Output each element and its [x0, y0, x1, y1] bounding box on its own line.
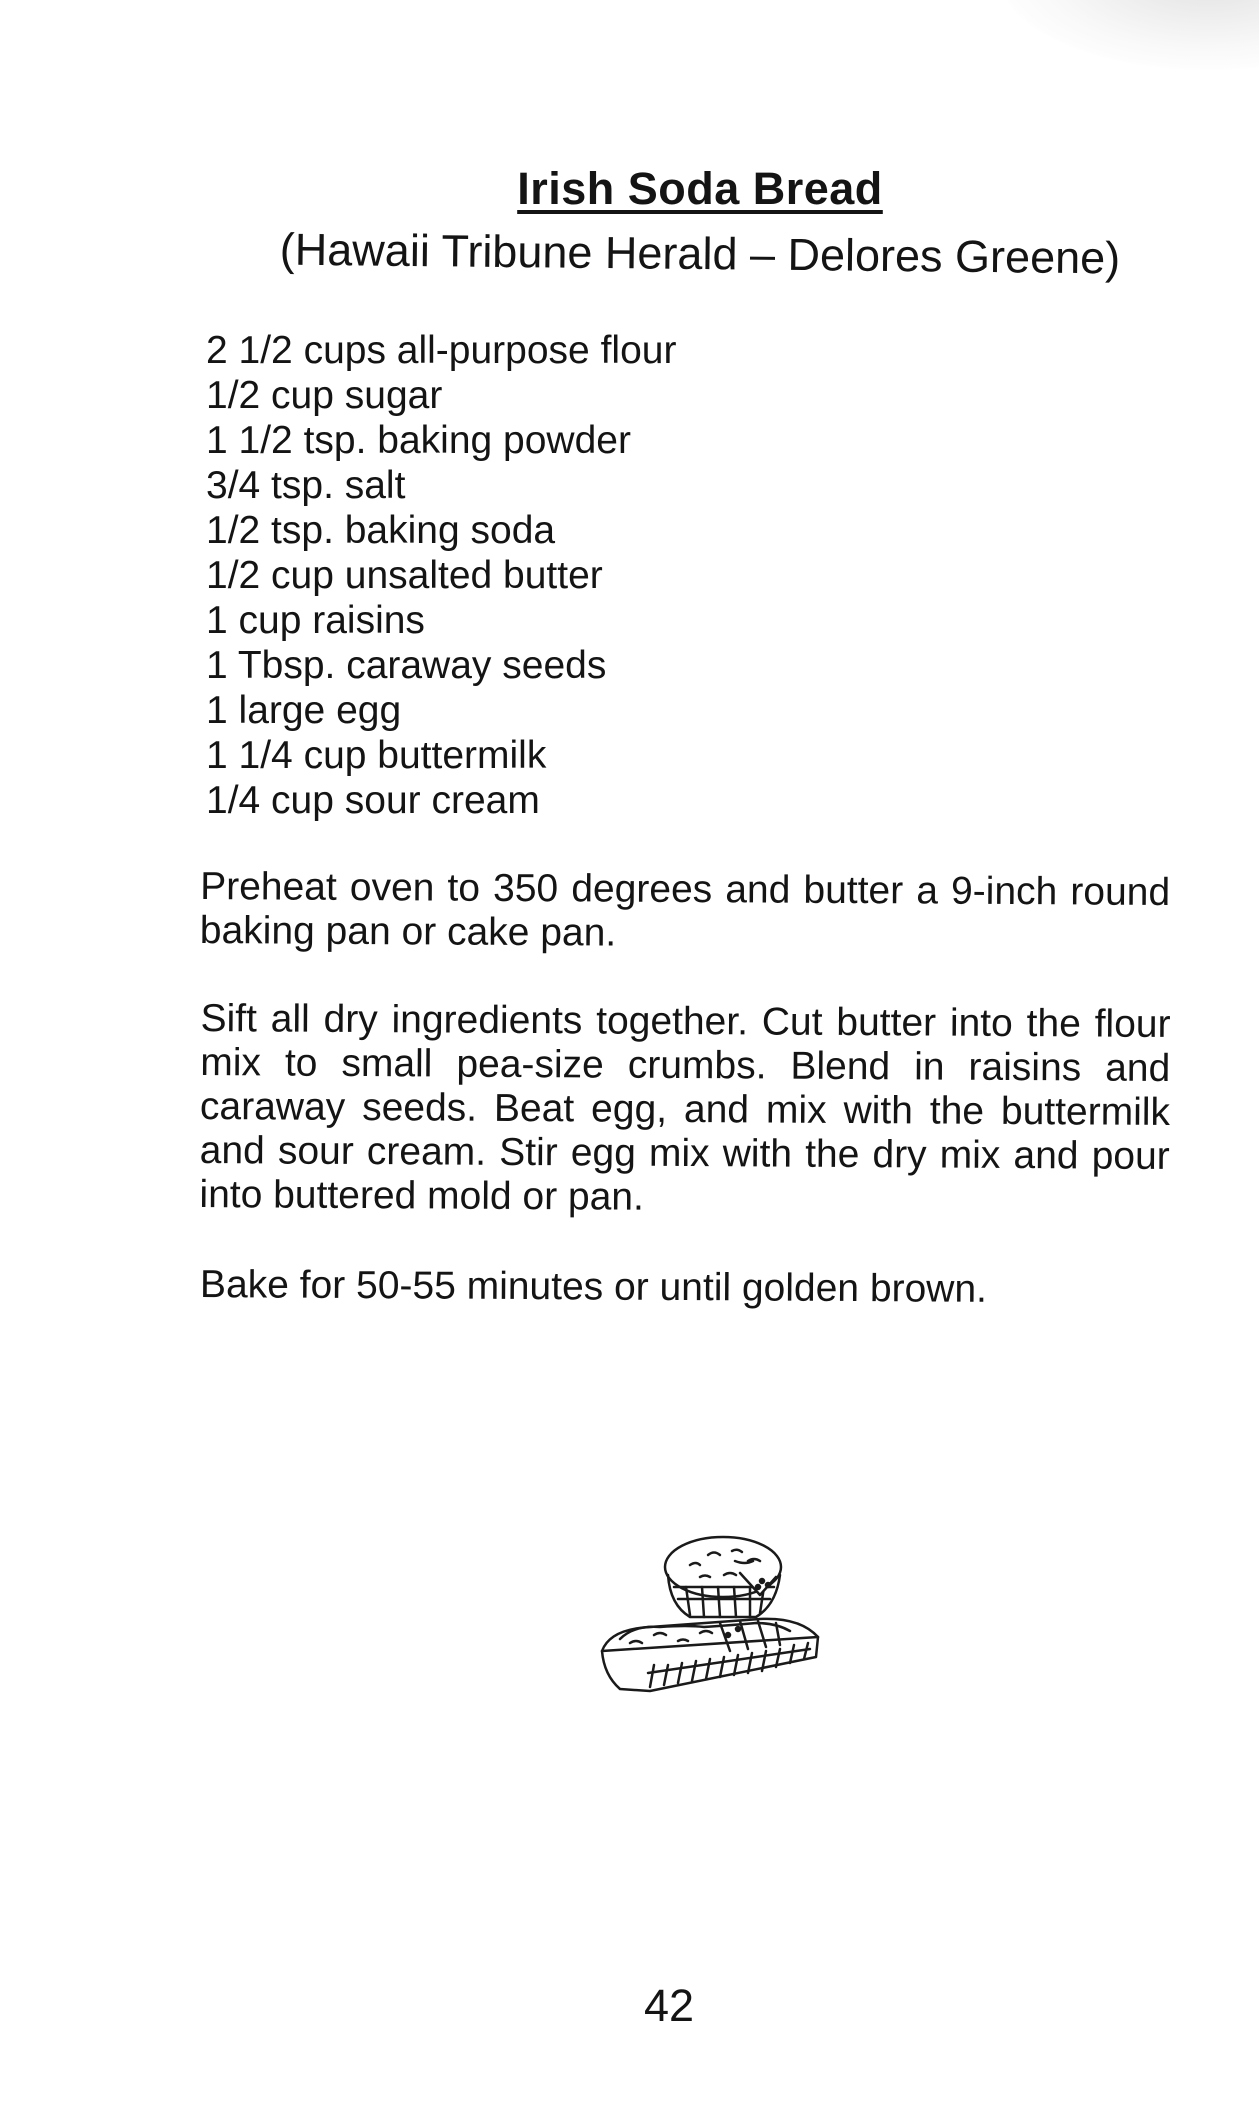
ingredient-item: 1 1/4 cup buttermilk	[206, 734, 547, 777]
ingredient-item: 3/4 tsp. salt	[206, 464, 406, 507]
page-number: 42	[644, 1980, 695, 2031]
ingredient-item: 2 1/2 cups all-purpose flour	[206, 329, 677, 372]
ingredient-item: 1/2 cup sugar	[206, 374, 443, 417]
ingredient-item: 1 cup raisins	[206, 599, 425, 642]
recipe-title: Irish Soda Bread	[517, 163, 883, 214]
ingredient-item: 1/4 cup sour cream	[206, 779, 540, 822]
bread-loaves-illustration-icon	[590, 1515, 830, 1715]
recipe-source: (Hawaii Tribune Herald – Delores Greene)	[279, 223, 1121, 284]
instruction-mix: Sift all dry ingredients together. Cut butter into the flour mix to small pea-size crumbs. Blend in raisins and caraway seeds. Beat egg, and mix with the buttermilk and sour cream. Stir egg mix with the dry mix and pour into buttered mold or pan.	[199, 997, 1171, 1219]
ingredient-item: 1/2 cup unsalted butter	[206, 554, 603, 597]
ingredient-list	[206, 328, 676, 823]
ingredient-item: 1 1/2 tsp. baking powder	[206, 419, 631, 462]
ingredient-item: 1 Tbsp. caraway seeds	[206, 644, 607, 687]
instruction-bake: Bake for 50-55 minutes or until golden brown.	[199, 1263, 988, 1311]
instruction-preheat: Preheat oven to 350 degrees and butter a 9-inch round baking pan or cake pan.	[199, 865, 1171, 955]
ingredient-item: 1 large egg	[206, 689, 402, 732]
ingredient-item: 1/2 tsp. baking soda	[206, 509, 556, 552]
